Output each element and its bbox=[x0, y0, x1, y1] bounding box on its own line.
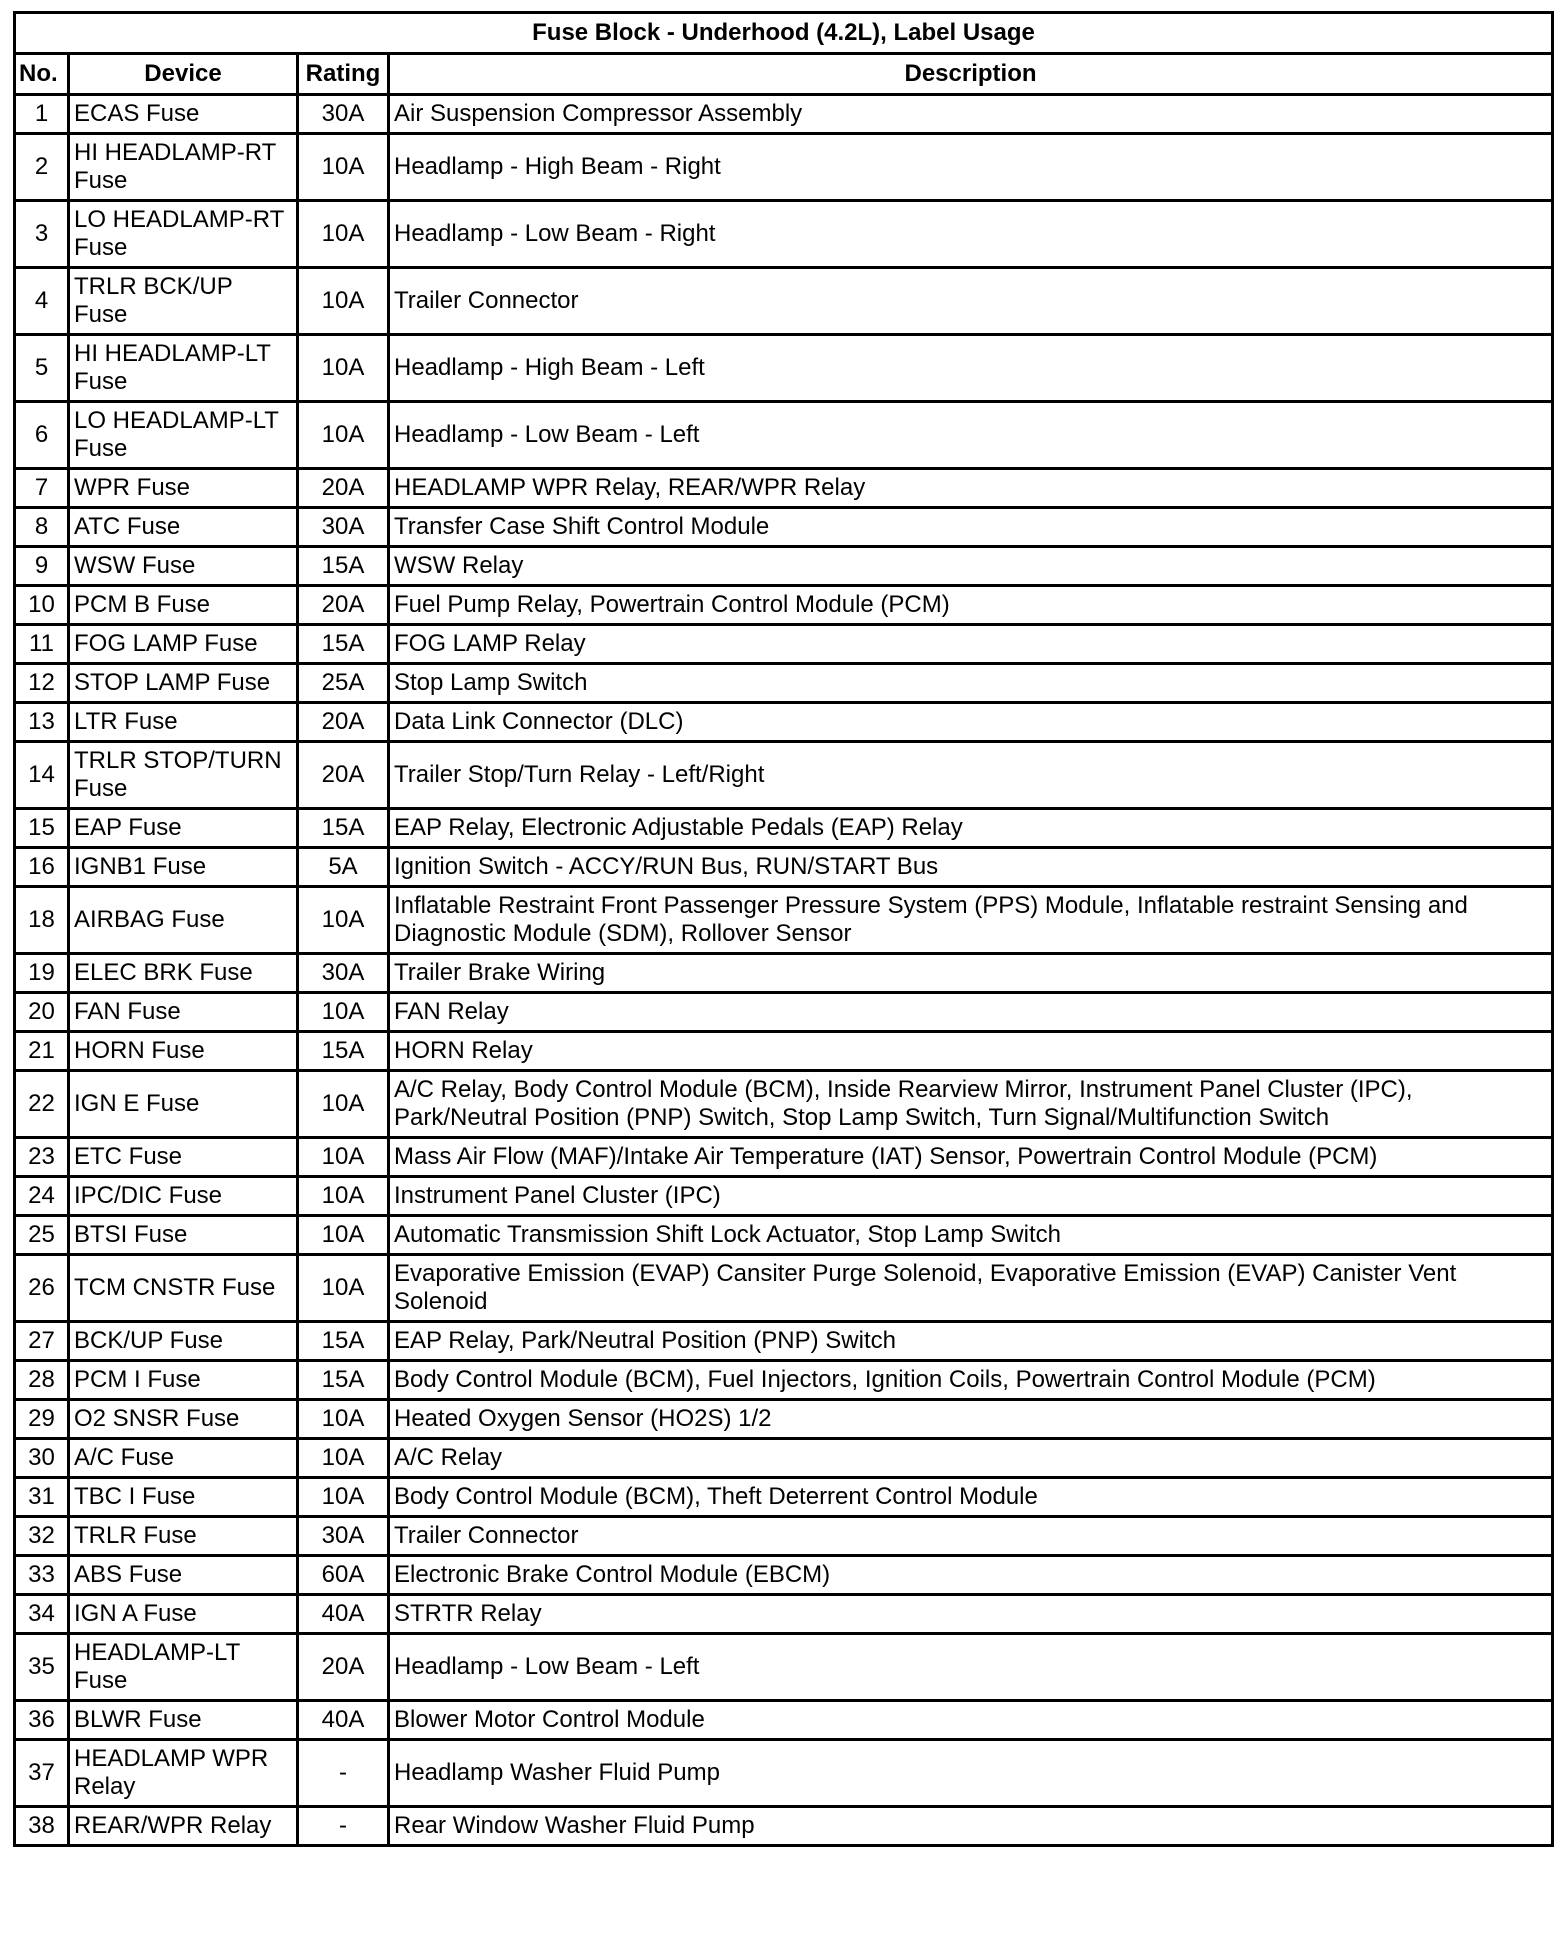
fuse-number: 21 bbox=[15, 1032, 69, 1071]
device-cell: HEADLAMP WPR Relay bbox=[69, 1740, 298, 1807]
description-cell: Automatic Transmission Shift Lock Actuator, Stop Lamp Switch bbox=[389, 1216, 1553, 1255]
device-cell: ETC Fuse bbox=[69, 1138, 298, 1177]
rating-cell: 10A bbox=[298, 268, 389, 335]
device-cell: IGN A Fuse bbox=[69, 1595, 298, 1634]
rating-cell: 60A bbox=[298, 1556, 389, 1595]
rating-cell: 10A bbox=[298, 1216, 389, 1255]
description-cell: Trailer Connector bbox=[389, 1517, 1553, 1556]
rating-cell: 10A bbox=[298, 1400, 389, 1439]
rating-cell: 30A bbox=[298, 95, 389, 134]
fuse-number: 24 bbox=[15, 1177, 69, 1216]
rating-cell: 10A bbox=[298, 402, 389, 469]
fuse-number: 36 bbox=[15, 1701, 69, 1740]
rating-cell: 10A bbox=[298, 134, 389, 201]
description-cell: Transfer Case Shift Control Module bbox=[389, 508, 1553, 547]
table-row bbox=[15, 1322, 1553, 1361]
rating-cell: 15A bbox=[298, 1322, 389, 1361]
fuse-number: 28 bbox=[15, 1361, 69, 1400]
device-cell: HEADLAMP-LT Fuse bbox=[69, 1634, 298, 1701]
table-row bbox=[15, 993, 1553, 1032]
rating-cell: 40A bbox=[298, 1701, 389, 1740]
device-cell: TCM CNSTR Fuse bbox=[69, 1255, 298, 1322]
description-cell: Headlamp - High Beam - Right bbox=[389, 134, 1553, 201]
fuse-number: 23 bbox=[15, 1138, 69, 1177]
fuse-number: 4 bbox=[15, 268, 69, 335]
table-row bbox=[15, 335, 1553, 402]
table-row bbox=[15, 1255, 1553, 1322]
fuse-number: 6 bbox=[15, 402, 69, 469]
description-cell: STRTR Relay bbox=[389, 1595, 1553, 1634]
fuse-number: 32 bbox=[15, 1517, 69, 1556]
header-description: Description bbox=[389, 54, 1553, 95]
table-row bbox=[15, 1361, 1553, 1400]
description-cell: Stop Lamp Switch bbox=[389, 664, 1553, 703]
table-body bbox=[15, 95, 1553, 1846]
description-cell: Trailer Connector bbox=[389, 268, 1553, 335]
description-cell: Instrument Panel Cluster (IPC) bbox=[389, 1177, 1553, 1216]
rating-cell: 20A bbox=[298, 586, 389, 625]
fuse-number: 27 bbox=[15, 1322, 69, 1361]
table-row bbox=[15, 1807, 1553, 1846]
device-cell: IPC/DIC Fuse bbox=[69, 1177, 298, 1216]
fuse-number: 1 bbox=[15, 95, 69, 134]
description-cell: Headlamp Washer Fluid Pump bbox=[389, 1740, 1553, 1807]
rating-cell: 25A bbox=[298, 664, 389, 703]
device-cell: STOP LAMP Fuse bbox=[69, 664, 298, 703]
table-row bbox=[15, 742, 1553, 809]
description-cell: Evaporative Emission (EVAP) Cansiter Purge Solenoid, Evaporative Emission (EVAP) Canister Vent Solenoid bbox=[389, 1255, 1553, 1322]
device-cell: EAP Fuse bbox=[69, 809, 298, 848]
fuse-number: 20 bbox=[15, 993, 69, 1032]
table-row bbox=[15, 1216, 1553, 1255]
fuse-number: 15 bbox=[15, 809, 69, 848]
description-cell: Trailer Stop/Turn Relay - Left/Right bbox=[389, 742, 1553, 809]
description-cell: Mass Air Flow (MAF)/Intake Air Temperature (IAT) Sensor, Powertrain Control Module (PCM) bbox=[389, 1138, 1553, 1177]
fuse-number: 9 bbox=[15, 547, 69, 586]
description-cell: Air Suspension Compressor Assembly bbox=[389, 95, 1553, 134]
description-cell: Trailer Brake Wiring bbox=[389, 954, 1553, 993]
fuse-number: 26 bbox=[15, 1255, 69, 1322]
rating-cell: - bbox=[298, 1740, 389, 1807]
description-cell: Headlamp - High Beam - Left bbox=[389, 335, 1553, 402]
table-row bbox=[15, 1478, 1553, 1517]
fuse-number: 19 bbox=[15, 954, 69, 993]
rating-cell: 15A bbox=[298, 547, 389, 586]
rating-cell: 40A bbox=[298, 1595, 389, 1634]
table-row bbox=[15, 547, 1553, 586]
description-cell: Body Control Module (BCM), Fuel Injectors, Ignition Coils, Powertrain Control Module (PCM) bbox=[389, 1361, 1553, 1400]
fuse-number: 16 bbox=[15, 848, 69, 887]
device-cell: PCM B Fuse bbox=[69, 586, 298, 625]
description-cell: Fuel Pump Relay, Powertrain Control Module (PCM) bbox=[389, 586, 1553, 625]
device-cell: WPR Fuse bbox=[69, 469, 298, 508]
table-row bbox=[15, 95, 1553, 134]
rating-cell: 10A bbox=[298, 993, 389, 1032]
description-cell: FOG LAMP Relay bbox=[389, 625, 1553, 664]
description-cell: A/C Relay bbox=[389, 1439, 1553, 1478]
description-cell: Ignition Switch - ACCY/RUN Bus, RUN/START Bus bbox=[389, 848, 1553, 887]
rating-cell: 20A bbox=[298, 1634, 389, 1701]
description-cell: WSW Relay bbox=[389, 547, 1553, 586]
fuse-number: 29 bbox=[15, 1400, 69, 1439]
fuse-number: 5 bbox=[15, 335, 69, 402]
device-cell: ATC Fuse bbox=[69, 508, 298, 547]
table-title: Fuse Block - Underhood (4.2L), Label Usage bbox=[15, 13, 1553, 54]
device-cell: FOG LAMP Fuse bbox=[69, 625, 298, 664]
fuse-number: 18 bbox=[15, 887, 69, 954]
rating-cell: 10A bbox=[298, 1439, 389, 1478]
rating-cell: 10A bbox=[298, 1138, 389, 1177]
device-cell: REAR/WPR Relay bbox=[69, 1807, 298, 1846]
rating-cell: 20A bbox=[298, 703, 389, 742]
device-cell: HORN Fuse bbox=[69, 1032, 298, 1071]
description-cell: Body Control Module (BCM), Theft Deterrent Control Module bbox=[389, 1478, 1553, 1517]
fuse-number: 14 bbox=[15, 742, 69, 809]
rating-cell: - bbox=[298, 1807, 389, 1846]
description-cell: EAP Relay, Park/Neutral Position (PNP) Switch bbox=[389, 1322, 1553, 1361]
table-row bbox=[15, 1138, 1553, 1177]
rating-cell: 20A bbox=[298, 742, 389, 809]
rating-cell: 20A bbox=[298, 469, 389, 508]
fuse-number: 10 bbox=[15, 586, 69, 625]
table-row bbox=[15, 954, 1553, 993]
fuse-number: 7 bbox=[15, 469, 69, 508]
table-row bbox=[15, 586, 1553, 625]
device-cell: BTSI Fuse bbox=[69, 1216, 298, 1255]
table-row bbox=[15, 664, 1553, 703]
table-row bbox=[15, 1400, 1553, 1439]
table-row bbox=[15, 1032, 1553, 1071]
rating-cell: 10A bbox=[298, 1071, 389, 1138]
fuse-usage-table bbox=[13, 11, 1554, 1847]
device-cell: TRLR Fuse bbox=[69, 1517, 298, 1556]
table-row bbox=[15, 1556, 1553, 1595]
device-cell: ECAS Fuse bbox=[69, 95, 298, 134]
device-cell: BLWR Fuse bbox=[69, 1701, 298, 1740]
device-cell: LO HEADLAMP-LT Fuse bbox=[69, 402, 298, 469]
device-cell: IGN E Fuse bbox=[69, 1071, 298, 1138]
rating-cell: 10A bbox=[298, 1255, 389, 1322]
description-cell: Rear Window Washer Fluid Pump bbox=[389, 1807, 1553, 1846]
description-cell: HORN Relay bbox=[389, 1032, 1553, 1071]
table-row bbox=[15, 848, 1553, 887]
table-row bbox=[15, 134, 1553, 201]
rating-cell: 30A bbox=[298, 508, 389, 547]
fuse-number: 38 bbox=[15, 1807, 69, 1846]
device-cell: HI HEADLAMP-LT Fuse bbox=[69, 335, 298, 402]
fuse-number: 34 bbox=[15, 1595, 69, 1634]
table-row bbox=[15, 703, 1553, 742]
device-cell: TRLR STOP/TURN Fuse bbox=[69, 742, 298, 809]
table-row bbox=[15, 469, 1553, 508]
table-row bbox=[15, 201, 1553, 268]
table-row bbox=[15, 1517, 1553, 1556]
rating-cell: 10A bbox=[298, 201, 389, 268]
table-row bbox=[15, 809, 1553, 848]
device-cell: FAN Fuse bbox=[69, 993, 298, 1032]
device-cell: WSW Fuse bbox=[69, 547, 298, 586]
header-device: Device bbox=[69, 54, 298, 95]
description-cell: Blower Motor Control Module bbox=[389, 1701, 1553, 1740]
fuse-number: 2 bbox=[15, 134, 69, 201]
fuse-number: 22 bbox=[15, 1071, 69, 1138]
description-cell: Headlamp - Low Beam - Left bbox=[389, 402, 1553, 469]
fuse-number: 35 bbox=[15, 1634, 69, 1701]
device-cell: LTR Fuse bbox=[69, 703, 298, 742]
description-cell: Inflatable Restraint Front Passenger Pressure System (PPS) Module, Inflatable restraint Sensing and Diagnostic Module (SDM), Rollover Sensor bbox=[389, 887, 1553, 954]
device-cell: LO HEADLAMP-RT Fuse bbox=[69, 201, 298, 268]
description-cell: EAP Relay, Electronic Adjustable Pedals (EAP) Relay bbox=[389, 809, 1553, 848]
description-cell: Heated Oxygen Sensor (HO2S) 1/2 bbox=[389, 1400, 1553, 1439]
fuse-number: 12 bbox=[15, 664, 69, 703]
rating-cell: 10A bbox=[298, 335, 389, 402]
device-cell: TBC I Fuse bbox=[69, 1478, 298, 1517]
header-no: No. bbox=[15, 54, 69, 95]
table-row bbox=[15, 1177, 1553, 1216]
table-row bbox=[15, 1634, 1553, 1701]
fuse-number: 25 bbox=[15, 1216, 69, 1255]
device-cell: ELEC BRK Fuse bbox=[69, 954, 298, 993]
description-cell: Electronic Brake Control Module (EBCM) bbox=[389, 1556, 1553, 1595]
fuse-number: 37 bbox=[15, 1740, 69, 1807]
device-cell: PCM I Fuse bbox=[69, 1361, 298, 1400]
description-cell: Headlamp - Low Beam - Left bbox=[389, 1634, 1553, 1701]
fuse-number: 11 bbox=[15, 625, 69, 664]
rating-cell: 10A bbox=[298, 1177, 389, 1216]
rating-cell: 15A bbox=[298, 809, 389, 848]
device-cell: ABS Fuse bbox=[69, 1556, 298, 1595]
description-cell: FAN Relay bbox=[389, 993, 1553, 1032]
fuse-number: 30 bbox=[15, 1439, 69, 1478]
rating-cell: 30A bbox=[298, 1517, 389, 1556]
table-row bbox=[15, 268, 1553, 335]
rating-cell: 15A bbox=[298, 625, 389, 664]
device-cell: BCK/UP Fuse bbox=[69, 1322, 298, 1361]
description-cell: Data Link Connector (DLC) bbox=[389, 703, 1553, 742]
device-cell: TRLR BCK/UP Fuse bbox=[69, 268, 298, 335]
rating-cell: 15A bbox=[298, 1032, 389, 1071]
fuse-number: 13 bbox=[15, 703, 69, 742]
table-row bbox=[15, 1740, 1553, 1807]
rating-cell: 15A bbox=[298, 1361, 389, 1400]
device-cell: IGNB1 Fuse bbox=[69, 848, 298, 887]
rating-cell: 5A bbox=[298, 848, 389, 887]
fuse-number: 8 bbox=[15, 508, 69, 547]
device-cell: A/C Fuse bbox=[69, 1439, 298, 1478]
table-row bbox=[15, 508, 1553, 547]
description-cell: A/C Relay, Body Control Module (BCM), Inside Rearview Mirror, Instrument Panel Cluster (IPC), Park/Neutral Position (PNP) Switch, Stop Lamp Switch, Turn Signal/Multifunction Switch bbox=[389, 1071, 1553, 1138]
rating-cell: 10A bbox=[298, 1478, 389, 1517]
rating-cell: 30A bbox=[298, 954, 389, 993]
fuse-number: 31 bbox=[15, 1478, 69, 1517]
fuse-number: 33 bbox=[15, 1556, 69, 1595]
header-rating: Rating bbox=[298, 54, 389, 95]
device-cell: O2 SNSR Fuse bbox=[69, 1400, 298, 1439]
description-cell: Headlamp - Low Beam - Right bbox=[389, 201, 1553, 268]
table-row bbox=[15, 1701, 1553, 1740]
device-cell: AIRBAG Fuse bbox=[69, 887, 298, 954]
device-cell: HI HEADLAMP-RT Fuse bbox=[69, 134, 298, 201]
description-cell: HEADLAMP WPR Relay, REAR/WPR Relay bbox=[389, 469, 1553, 508]
table-row bbox=[15, 1439, 1553, 1478]
table-row bbox=[15, 625, 1553, 664]
fuse-number: 3 bbox=[15, 201, 69, 268]
table-row bbox=[15, 402, 1553, 469]
rating-cell: 10A bbox=[298, 887, 389, 954]
table-row bbox=[15, 1071, 1553, 1138]
table-row bbox=[15, 887, 1553, 954]
table-row bbox=[15, 1595, 1553, 1634]
